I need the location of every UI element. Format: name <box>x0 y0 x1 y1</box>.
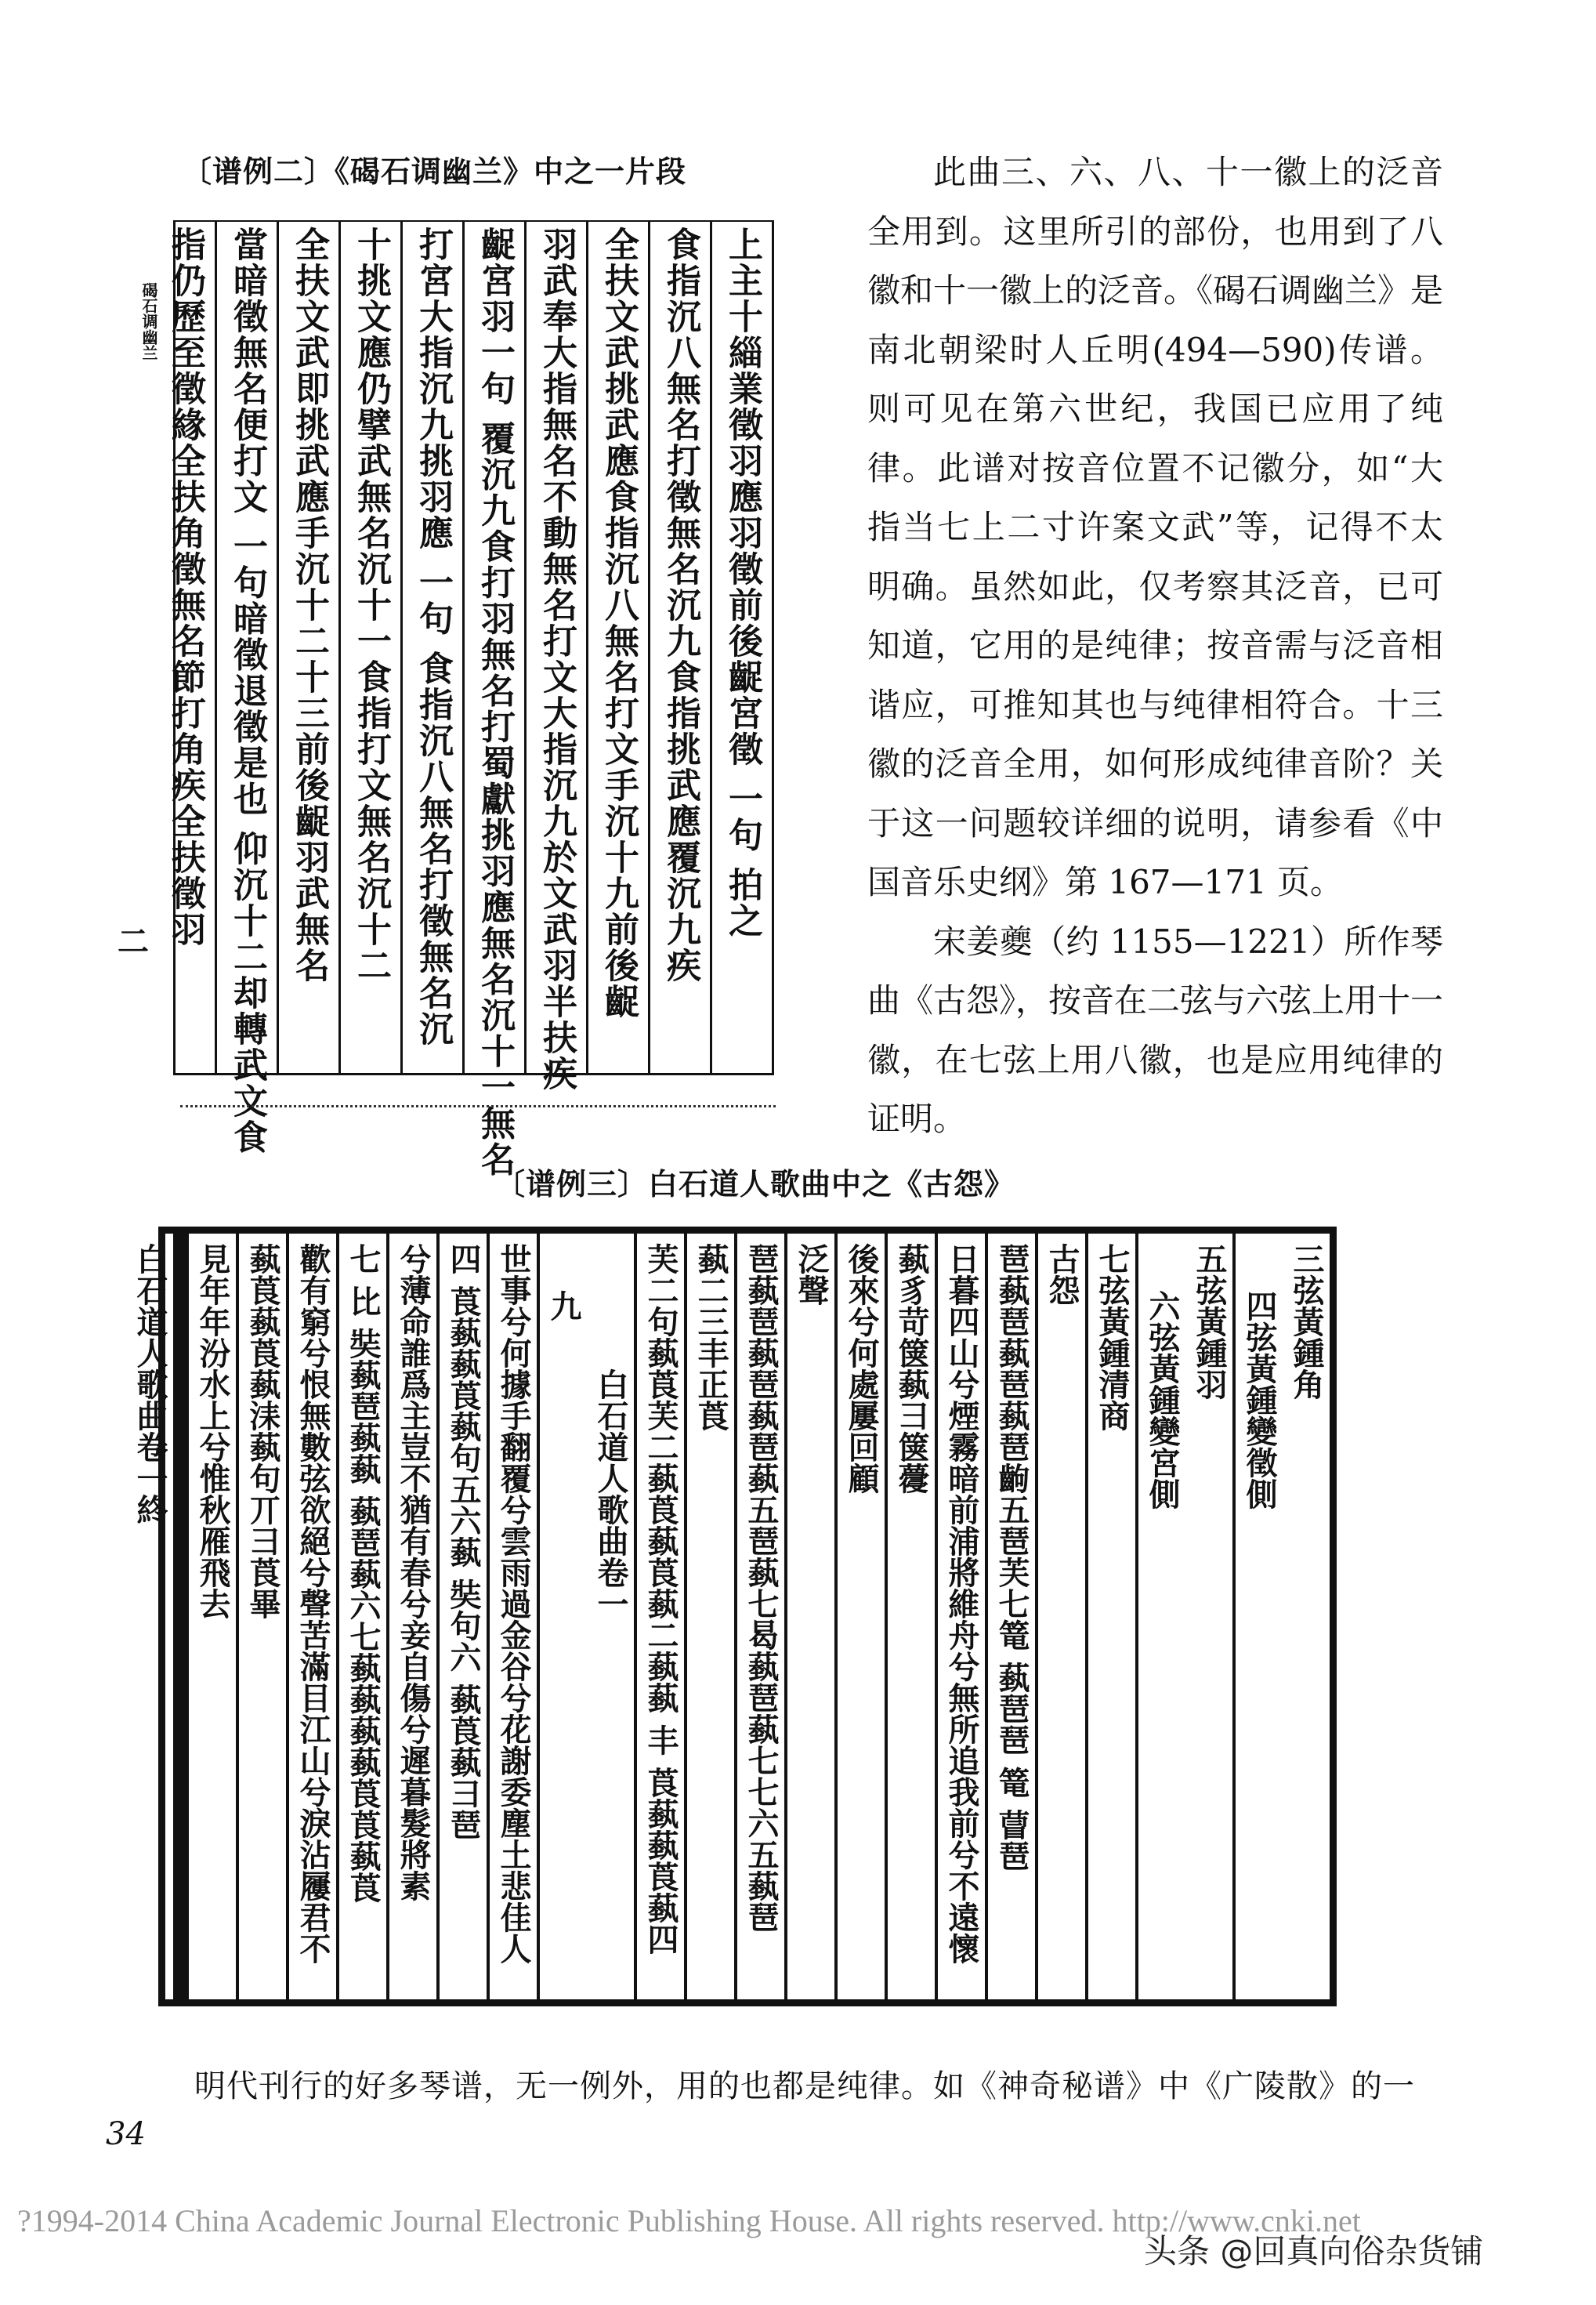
table-column <box>236 1234 286 1999</box>
table-title-band <box>537 1234 634 1999</box>
scan-column: 羽武奉大指無名不動無名打文大指沉九於文武羽半扶疾 <box>524 222 586 1073</box>
column-text: 琶蓺琶蓺琶蓺琶齣五琶芙七篭 蓺琶琶 篭 萺琶 <box>993 1243 1030 1872</box>
table-column <box>487 1234 537 1999</box>
table-column <box>186 1234 236 1999</box>
score-table-guyuan <box>132 1227 1337 2006</box>
watermark: 头条 @回真向俗杂货铺 <box>1144 2232 1484 2271</box>
column-text: 七 比 奘蓺琶蓺蓺 蓺琶蓺六七蓺蓺蓺蓺莨莨蓺莨 <box>345 1243 382 1903</box>
column-text: 琶蓺琶蓺琶蓺琶蓺五琶蓺七曷蓺琶蓺七七六五蓺琶 <box>743 1243 780 1933</box>
table-column <box>885 1234 935 1999</box>
column-subtext: 四弦黃鍾變徵側 <box>1241 1290 1278 1509</box>
table-column <box>336 1234 386 1999</box>
column-text: 兮薄命誰爲主豈不猶有春兮妾自傷兮遲暮髮將素 <box>395 1243 432 1901</box>
table-column <box>935 1234 985 1999</box>
column-text: 歡有窮兮恨無數弦欲絕兮聲苦滿目江山兮淚沾屨君不 <box>295 1243 331 1964</box>
table-column <box>634 1234 684 1999</box>
scan-column: 齪宮羽一句 覆沉九食打羽無名打蜀獻挑羽應無名沉十一無名 <box>462 222 524 1073</box>
table-column <box>784 1234 834 1999</box>
column-text: 蓺豸苛箧蓺彐箧蘉 <box>893 1243 930 1494</box>
margin-number: 二 <box>118 923 149 960</box>
table-column <box>985 1234 1035 1999</box>
body-text-continued: 明代刊行的好多琴谱，无一例外，用的也都是纯律。如《神奇秘谱》中《广陵散》的一 <box>194 2068 1415 2104</box>
scan-column: 全扶文武挑武應食指沉八無名打文手沉十九前後齪 <box>586 222 648 1073</box>
column-text: 後來兮何處屢回顧 <box>843 1243 880 1494</box>
column-text: 白石道人歌曲卷一終 <box>132 1243 168 1525</box>
page-number: 34 <box>106 2116 146 2152</box>
scan-column: 當暗徵無名便打文 一句暗徵退徵是也 仰沉十二却轉武文食 <box>215 222 277 1073</box>
copyright-footer: ?1994-2014 China Academic Journal Electronic Publishing House. All rights reserved. http://www.cnki.net <box>17 2203 1361 2238</box>
scan-column: 上主十緇業徵羽應羽徵前後齪宮徵 一句 拍之 <box>710 222 772 1073</box>
table-column <box>1035 1234 1085 1999</box>
table-column <box>286 1234 336 1999</box>
column-subtext: 六弦黃鍾變宮側 <box>1144 1290 1181 1509</box>
scan-column: 十挑文應仍擘武無名沉十一食指打文無名沉十二 <box>338 222 400 1073</box>
table-column <box>734 1234 784 1999</box>
paragraph: 宋姜夔（约 1155—1221）所作琴曲《古怨》，按音在二弦与六弦上用十一徽，在七弦上用八徽，也是应用纯律的证明。 <box>867 922 1444 1138</box>
column-text: 蓺莨蓺莨蓺洡蓺句丌彐莨畢 <box>244 1243 281 1619</box>
scan-column: 指仍歷至徵緣全扶角徵無名節打角疾全扶徵羽 <box>165 227 205 948</box>
table-column <box>834 1234 885 1999</box>
table-column <box>1232 1234 1330 1999</box>
table-column <box>1085 1234 1135 1999</box>
column-text: 白石道人歌曲卷一 <box>592 1368 629 1619</box>
column-text: 芙二句蓺莨芙二蓺莨蓺莨蓺二蓺蓺 丰 莨蓺蓺莨蓺四 <box>642 1243 679 1955</box>
column-text: 四 莨蓺蓺莨蓺句五六蓺 奘句六 蓺莨蓺彐琶 <box>445 1243 482 1840</box>
body-text <box>867 143 1443 1149</box>
column-text: 日暮四山兮煙霧暗前浦將維舟兮無所追我前兮不遠懷 <box>943 1243 980 1964</box>
margin-note: 碣石调幽兰 <box>139 282 158 361</box>
scan-column: 全扶文武即挑武應手沉十二十三前後齪羽武無名 <box>277 222 338 1073</box>
paragraph: 此曲三、六、八、十一徽上的泛音全用到。这里所引的部份，也用到了八徽和十一徽上的泛音。《碣石调幽兰》是南北朝梁时人丘明(494—590)传谱。则可见在第六世纪，我国已应用了纯律。此谱对按音位置不记徽分，如“大指当七上二寸许案文武”等，记得不太明确。虽然如此，仅考察其泛音，已可知道，它用的是纯律；按音需与泛音相谐应，可推知其也与纯律相符合。十三徽的泛音全用，如何形成纯律音阶？关于这一问题较详细的说明，请参看《中国音乐史纲》第 167—171 页。 <box>867 153 1444 901</box>
column-text: 七弦黃鍾清商 <box>1094 1243 1131 1431</box>
table-column <box>684 1234 734 1999</box>
figure-caption-example-2: 〔谱例二〕《碣石调幽兰》中之一片段 <box>182 154 687 189</box>
column-text: 五弦黃鍾羽 <box>1191 1243 1228 1400</box>
table-column <box>126 1234 173 1999</box>
column-text: 三弦黃鍾角 <box>1288 1243 1325 1400</box>
column-text: 泛聲 <box>793 1243 830 1306</box>
table-column <box>386 1234 436 1999</box>
scan-column: 打宮大指沉九挑羽應 一句 食指沉八無名打徵無名沉 <box>400 222 462 1073</box>
column-text: 古怨 <box>1044 1243 1080 1306</box>
table-column <box>1135 1234 1232 1999</box>
score-scan-jieshi-diao-youlan <box>165 220 774 1178</box>
column-text: 見年年汾水上兮惟秋雁飛去 <box>194 1243 231 1619</box>
folio-number: 九 <box>545 1290 582 1321</box>
column-text: 蓺二三丰正莨 <box>693 1243 729 1431</box>
figure-caption-example-3: 〔谱例三〕白石道人歌曲中之《古怨》 <box>495 1166 1015 1201</box>
column-text: 世事兮何據手翻覆兮雲雨過金谷兮花謝委塵土悲佳人 <box>495 1243 532 1964</box>
table-column <box>436 1234 487 1999</box>
scan-bottom-annotations <box>180 1082 776 1107</box>
scan-column: 食指沉八無名打徵無名沉九食指挑武應覆沉九疾 <box>648 222 710 1073</box>
